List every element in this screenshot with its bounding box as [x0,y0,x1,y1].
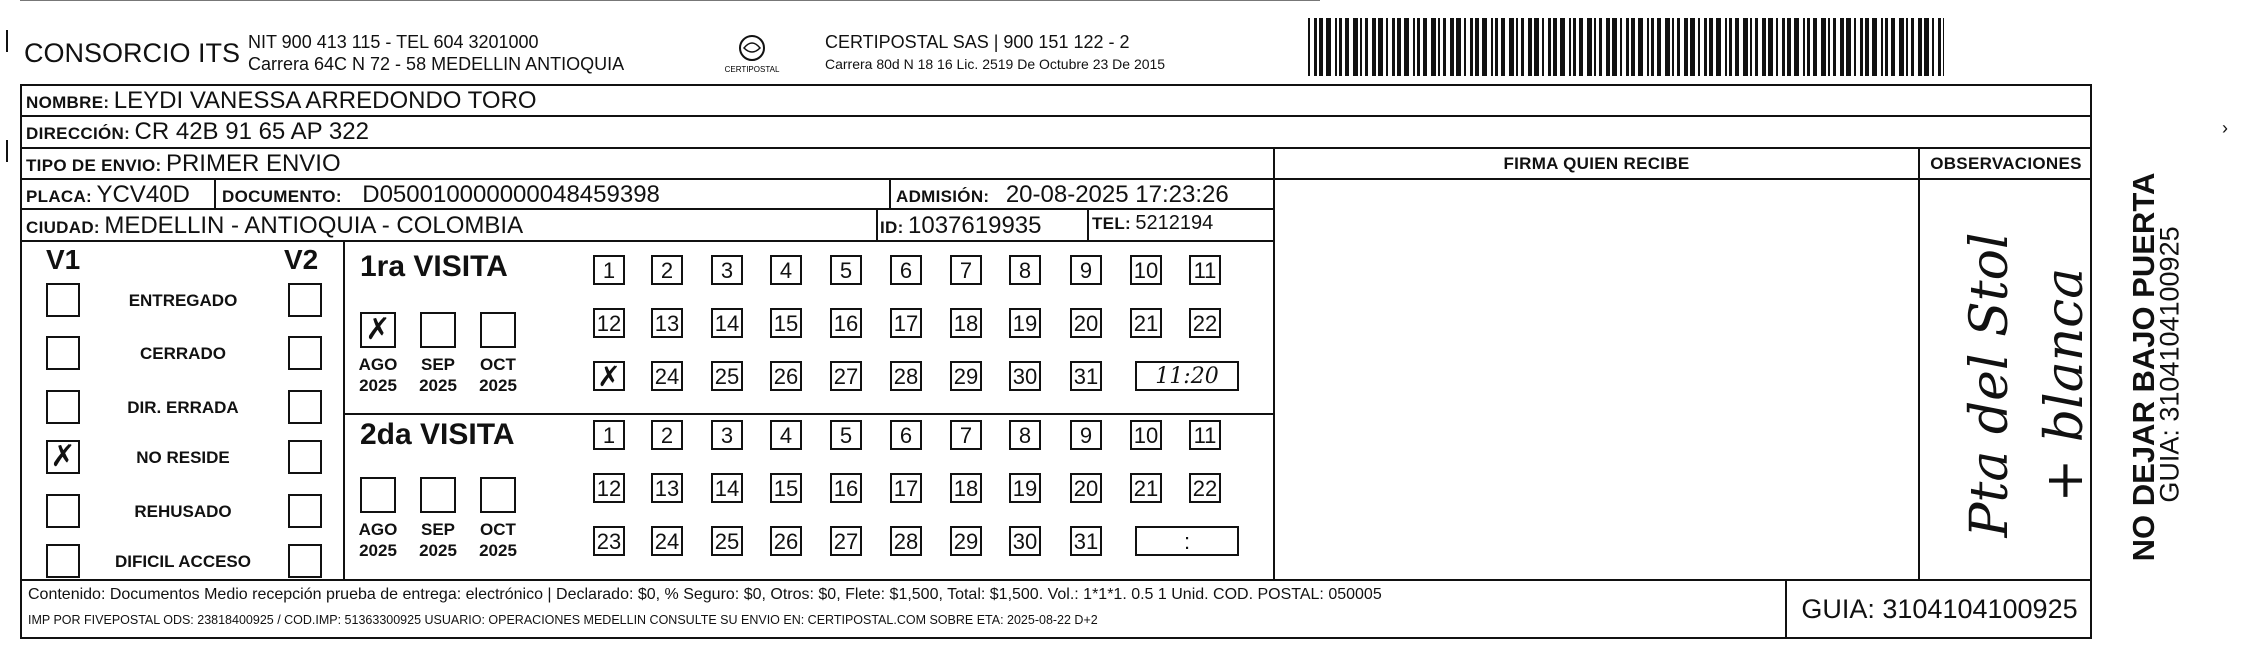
observaciones-header: OBSERVACIONES [1930,154,2082,173]
visit1-day[interactable]: 30 [1009,361,1041,391]
visit1-time-box[interactable]: 11:20 [1135,361,1239,391]
footer-print-info: IMP POR FIVEPOSTAL ODS: 23818400925 / COD.IMP: 51363300925 USUARIO: OPERACIONES MEDELLIN CONSULTE SU ENVIO EN: CERTIPOSTAL.COM SOBRE ETA: 2025-08-22 D+2 [28,613,1098,627]
visit1-day[interactable]: 5 [830,255,862,285]
visit1-day[interactable]: 8 [1009,255,1041,285]
visit2-day[interactable]: 28 [890,526,922,556]
barcode-bar [1594,18,1596,76]
barcode-bar [1828,18,1830,76]
barcode-bar [1813,18,1817,76]
carrier-name: CERTIPOSTAL SAS | 900 151 122 - 2 [825,32,1130,52]
visit1-month-checkbox[interactable]: ✗ [360,312,396,348]
visit2-day[interactable]: 20 [1070,473,1102,503]
visit2-day[interactable]: 26 [770,526,802,556]
visit2-day[interactable]: 13 [651,473,683,503]
visit1-day[interactable]: 3 [711,255,743,285]
barcode-bar [1569,18,1571,76]
visit1-day[interactable]: 6 [890,255,922,285]
visit2-day[interactable]: 8 [1009,420,1041,450]
id-label: ID: [880,218,904,237]
visit2-day[interactable]: 4 [770,420,802,450]
barcode-bar [1677,18,1680,76]
v1-checkbox[interactable] [46,390,80,424]
barcode-bar [1413,18,1415,76]
barcode-bar [1438,18,1440,76]
barcode-bar [1716,18,1721,76]
v1-header: V1 [46,244,81,275]
v2-checkbox[interactable] [288,390,322,424]
barcode-bar [1932,18,1934,76]
barcode-bar [1360,18,1362,76]
barcode-bar [1431,18,1436,76]
ciudad-field [26,212,523,240]
barcode-bar [1378,18,1383,76]
visit2-day[interactable]: 17 [890,473,922,503]
visit1-day[interactable]: 31 [1070,361,1102,391]
barcode-bar [1840,18,1844,76]
barcode-bar [1803,18,1805,76]
col-divider [889,178,891,208]
barcode-bar [1501,18,1505,76]
direccion-field [26,118,369,146]
status-label: DIFICIL ACCESO [114,552,251,571]
visit2-day[interactable]: 5 [830,420,862,450]
barcode-bar [1918,18,1922,76]
barcode-bar [1534,18,1539,76]
status-label: ENTREGADO [128,291,238,310]
visit2-day[interactable]: 3 [711,420,743,450]
admision-value: 20-08-2025 17:23:26 [1005,181,1229,208]
visit2-day[interactable]: 29 [950,526,982,556]
barcode-bar [1899,18,1904,76]
barcode-bar [1665,18,1670,76]
visit2-time-box[interactable]: : [1135,526,1239,556]
barcode-bar [1846,18,1851,76]
placa-label: PLACA: [26,187,93,206]
visit2-day[interactable]: 1 [593,420,625,450]
v1-checkbox[interactable] [46,544,80,578]
logo-text: CERTIPOSTAL [724,65,780,74]
visit1-day[interactable]: 2 [651,255,683,285]
visit1-month-label: AGO 2025 [358,355,398,395]
row-divider [20,240,1275,242]
visit1-month-checkbox[interactable] [420,312,456,348]
carrier-license: Carrera 80d N 18 16 Lic. 2519 De Octubre 23 De 2015 [825,56,1166,72]
barcode-bar [1397,18,1401,76]
row-divider [20,178,2092,180]
ciudad-value: MEDELLIN - ANTIOQUIA - COLOMBIA [104,212,524,239]
row-divider [20,115,2092,117]
barcode-bar [1743,18,1748,76]
barcode-bar [1509,18,1514,76]
certipostal-logo [722,32,782,78]
visit1-day[interactable]: 26 [770,361,802,391]
barcode-bar [1612,18,1617,76]
visit1-day[interactable]: 4 [770,255,802,285]
barcode-bar [1606,18,1610,76]
barcode-bar [1528,18,1532,76]
barcode-bar [1755,18,1758,76]
visit2-day[interactable]: 16 [830,473,862,503]
visit1-day[interactable]: 12 [593,308,625,338]
barcode-bar [1423,18,1427,76]
barcode-bar [1372,18,1376,76]
side-guia: GUIA: 3104104100925 [2154,226,2185,503]
barcode-bar [1599,18,1602,76]
visit1-day[interactable]: 11 [1189,255,1221,285]
barcode-bar [1353,18,1358,76]
status-label: DIR. ERRADA [127,398,239,417]
handwritten-observation: + blanca [2035,267,2095,503]
barcode-bar [1475,18,1479,76]
tipo-field [26,150,341,178]
visit1-day[interactable]: 13 [651,308,683,338]
visit2-month-label: AGO 2025 [358,520,398,560]
visit2-day[interactable]: 31 [1070,526,1102,556]
v1-checkbox[interactable] [46,283,80,317]
barcode-bar [1776,18,1778,76]
visit2-day[interactable]: 9 [1070,420,1102,450]
barcode-bar [1729,18,1732,76]
visit2-day[interactable]: 14 [711,473,743,503]
visit2-month-checkbox[interactable] [420,477,456,513]
barcode-bar [1651,18,1654,76]
barcode-bar [1365,18,1368,76]
col-divider [1273,147,1275,579]
barcode-bar [1787,18,1791,76]
firma-header: FIRMA QUIEN RECIBE [1503,154,1690,173]
barcode-bar [1560,18,1565,76]
handwritten-observation: Pta del Stol [1960,232,2020,538]
barcode-bar [1548,18,1551,76]
barcode-bar [1326,18,1331,76]
barcode-bar [1464,18,1466,76]
barcode-bar [1482,18,1487,76]
visit2-month-label: OCT 2025 [479,520,517,560]
v2-checkbox[interactable] [288,283,322,317]
barcode-bar [1807,18,1810,76]
visit2-day[interactable]: 30 [1009,526,1041,556]
v2-checkbox[interactable] [288,336,322,370]
visit2-day[interactable]: 22 [1189,473,1221,503]
documento-field [222,181,660,209]
barcode-bar [1647,18,1649,76]
visit1-day[interactable]: 10 [1130,255,1162,285]
barcode-bar [1860,18,1863,76]
nombre-value: LEYDI VANESSA ARREDONDO TORO [113,87,537,114]
placa-field [26,181,190,209]
company-nit: NIT 900 413 115 - TEL 604 3201000 [248,32,539,52]
admision-label: ADMISIÓN: [896,187,990,206]
visit1-day[interactable]: 16 [830,308,862,338]
tel-value: 5212194 [1135,212,1214,234]
visit1-day[interactable]: 18 [950,308,982,338]
barcode-bar [1443,18,1446,76]
barcode-bar [1450,18,1454,76]
barcode-bar [1516,18,1518,76]
left-tick [6,30,8,52]
visit1-month-label: SEP 2025 [419,355,457,395]
barcode-bar [1854,18,1856,76]
visit2-day[interactable]: 7 [950,420,982,450]
barcode-bar [1456,18,1461,76]
barcode-bar [1626,18,1629,76]
direccion-value: CR 42B 91 65 AP 322 [134,118,369,145]
visit2-month-checkbox[interactable] [480,477,516,513]
barcode-bar [1891,18,1895,76]
barcode-bar [1314,18,1317,76]
footer-guia: GUIA: 3104104100925 [1801,594,2078,624]
visit1-day[interactable]: 14 [711,308,743,338]
barcode-bar [1631,18,1635,76]
barcode-bar [1495,18,1498,76]
barcode-bar [1573,18,1576,76]
id-value: 1037619935 [908,212,1042,239]
barcode-bar [1579,18,1583,76]
tipo-value: PRIMER ENVIO [165,150,341,177]
barcode-bar [1704,18,1707,76]
barcode-bar [1906,18,1908,76]
tel-label: TEL: [1092,214,1131,233]
barcode-bar [1782,18,1785,76]
barcode-bar [1319,18,1323,76]
v2-checkbox[interactable] [288,544,322,578]
barcode-bar [1938,18,1941,76]
barcode-bar [1865,18,1869,76]
company-address: Carrera 64C N 72 - 58 MEDELLIN ANTIOQUIA [248,54,625,74]
v2-checkbox[interactable] [288,440,322,474]
visit2-day[interactable]: 25 [711,526,743,556]
barcode-bar [1690,18,1695,76]
ciudad-label: CIUDAD: [26,218,100,237]
tel-field [1092,212,1213,235]
barcode-bar [1833,18,1836,76]
visit2-day[interactable]: 21 [1130,473,1162,503]
visit1-title: 1ra VISITA [360,250,508,283]
barcode-bar [1735,18,1739,76]
status-label: CERRADO [140,344,226,363]
col-divider [876,208,878,240]
barcode-bar [1885,18,1888,76]
visit1-day[interactable]: ✗ [593,361,625,391]
barcode-bar [1404,18,1409,76]
col-divider [1918,147,1920,579]
barcode-bar [1386,18,1388,76]
admision-field [896,181,1229,209]
v1-checkbox[interactable]: ✗ [46,440,80,474]
barcode-bar [1911,18,1914,76]
v1-checkbox[interactable] [46,336,80,370]
visit2-day[interactable]: 23 [593,526,625,556]
documento-label: DOCUMENTO: [222,187,342,206]
visit1-day[interactable]: 15 [770,308,802,338]
visit2-day[interactable]: 6 [890,420,922,450]
visit2-day[interactable]: 10 [1130,420,1162,450]
visit1-day[interactable]: 9 [1070,255,1102,285]
barcode-bar [1521,18,1524,76]
visit1-day[interactable]: 7 [950,255,982,285]
col-divider [343,240,345,579]
barcode-bar [1684,18,1688,76]
edge-mark: › [2222,118,2228,138]
barcode-bar [1657,18,1661,76]
visit1-day[interactable]: 17 [890,308,922,338]
barcode-bar [1345,18,1349,76]
barcode-bar [1339,18,1342,76]
visit2-day[interactable]: 19 [1009,473,1041,503]
v2-header: V2 [284,244,319,275]
visit1-day[interactable]: 20 [1070,308,1102,338]
barcode-bar [1872,18,1877,76]
visit1-day[interactable]: 25 [711,361,743,391]
visit2-day[interactable]: 24 [651,526,683,556]
barcode-bar [1308,18,1310,76]
barcode-bar [1587,18,1592,76]
visit1-day[interactable]: 28 [890,361,922,391]
barcode-bar [1470,18,1473,76]
barcode-bar [1542,18,1544,76]
visit1-month-checkbox[interactable] [480,312,516,348]
side-warning: NO DEJAR BAJO PUERTA [2126,172,2161,562]
v2-checkbox[interactable] [288,494,322,528]
barcode-bar [1924,18,1929,76]
row-divider [343,413,1275,415]
barcode-bar [1881,18,1883,76]
barcode-bar [1698,18,1700,76]
col-divider [214,178,216,208]
top-rule [20,0,1320,1]
barcode-bar [1709,18,1713,76]
visit2-title: 2da VISITA [360,418,515,451]
visit1-day[interactable]: 24 [651,361,683,391]
tipo-label: TIPO DE ENVIO: [26,156,162,175]
visit1-day[interactable]: 19 [1009,308,1041,338]
visit1-day[interactable]: 21 [1130,308,1162,338]
col-divider [1087,208,1089,240]
barcode-bar [1821,18,1826,76]
status-label: REHUSADO [134,502,232,521]
company-name: CONSORCIO ITS [24,38,241,68]
visit1-day[interactable]: 1 [593,255,625,285]
visit2-month-label: SEP 2025 [419,520,457,560]
row-divider [20,579,2092,581]
barcode-bar [1553,18,1557,76]
visit2-month-checkbox[interactable] [360,477,396,513]
visit2-day[interactable]: 2 [651,420,683,450]
visit2-day[interactable]: 11 [1189,420,1221,450]
documento-value: D050010000000048459398 [362,181,660,208]
v1-checkbox[interactable] [46,494,80,528]
barcode-bar [1750,18,1752,76]
barcode-bar [1417,18,1420,76]
visit1-day[interactable]: 22 [1189,308,1221,338]
row-divider [20,147,2092,149]
barcode-bar [1491,18,1493,76]
visit2-day[interactable]: 12 [593,473,625,503]
nombre-field [26,87,537,115]
visit2-day[interactable]: 18 [950,473,982,503]
barcode-bar [1620,18,1622,76]
barcode-bar [1762,18,1766,76]
barcode-bar [1725,18,1727,76]
barcode-bar [1943,18,1944,76]
barcode-bar [1794,18,1799,76]
visit2-day[interactable]: 27 [830,526,862,556]
barcode [1308,18,1946,78]
barcode-bar [1672,18,1674,76]
status-label: NO RESIDE [136,448,230,467]
direccion-label: DIRECCIÓN: [26,124,131,143]
barcode-bar [1392,18,1395,76]
nombre-label: NOMBRE: [26,93,110,112]
visit2-day[interactable]: 15 [770,473,802,503]
visit1-month-label: OCT 2025 [479,355,517,395]
id-field [880,212,1042,240]
barcode-bar [1335,18,1337,76]
footer-content: Contenido: Documentos Medio recepción prueba de entrega: electrónico | Declarado: $0, % Seguro: $0, Otros: $0, Flete: $1,500, Total: $1,500. Vol.: 1*1*1. 0.5 1 Unid. COD. POSTAL: 050005 [28,586,1382,603]
placa-value: YCV40D [96,181,190,208]
visit1-day[interactable]: 27 [830,361,862,391]
left-tick [6,140,8,162]
barcode-bar [1768,18,1773,76]
barcode-bar [1638,18,1643,76]
visit1-day[interactable]: 29 [950,361,982,391]
